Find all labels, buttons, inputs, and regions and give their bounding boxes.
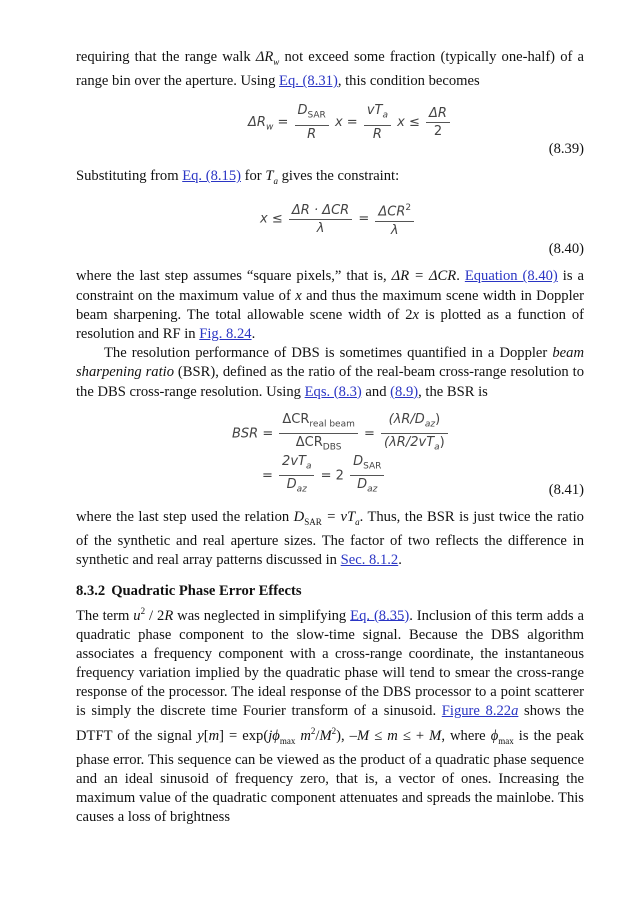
eq-sign: =	[262, 468, 273, 484]
eq-sub: a	[382, 110, 388, 121]
fraction	[426, 106, 450, 139]
eq-term: D	[286, 477, 297, 493]
fraction	[375, 201, 414, 237]
link-text-em: a	[511, 703, 519, 720]
relation: D	[293, 508, 305, 525]
text: [	[203, 727, 209, 744]
eq-sub: a	[434, 443, 440, 454]
symbol-t: T	[265, 168, 274, 185]
link-figure-8-22a[interactable]	[442, 703, 519, 719]
fraction	[364, 103, 391, 142]
eq-term: )	[439, 435, 445, 451]
subscript: a	[273, 176, 278, 187]
eq-term: x	[334, 115, 343, 131]
link-eqs-8-3[interactable]: Eqs. (8.3)	[304, 383, 362, 400]
equation-number: (8.40)	[548, 241, 584, 258]
eq-sub: real beam	[309, 419, 355, 430]
paragraph-quadratic-phase	[76, 602, 584, 828]
symbol: jϕ	[268, 727, 280, 744]
eq-sign: =	[346, 115, 358, 131]
subscript: max	[279, 735, 296, 746]
fraction	[279, 412, 357, 456]
symbol-x: x	[295, 287, 302, 304]
eq-sub: SAR	[363, 461, 382, 472]
eq-term: (λR/2vT	[384, 435, 435, 451]
eq-term: 2vT	[282, 453, 306, 469]
subscript: a	[355, 516, 360, 527]
symbol: M	[429, 727, 442, 744]
text: ≤	[369, 727, 388, 744]
eq-term: λ	[390, 222, 399, 238]
eq-term: (λR/D	[388, 411, 425, 427]
paragraph-bsr	[76, 344, 584, 402]
link-fig-8-24[interactable]: Fig. 8.24	[199, 326, 252, 343]
equation-8-41-line1	[232, 412, 450, 456]
text: / 2	[145, 607, 165, 624]
eq-term: ΔCR	[378, 204, 406, 220]
paragraph-square-pixels	[76, 267, 584, 344]
link-eq-8-31[interactable]: Eq. (8.31)	[279, 73, 338, 90]
text: where the last step used the relation	[76, 508, 294, 525]
link-equation-8-40[interactable]: Equation (8.40)	[464, 268, 558, 285]
link-eq-8-15[interactable]: Eq. (8.15)	[182, 168, 241, 185]
text: for	[241, 168, 266, 185]
link-sec-8-1-2[interactable]: Sec. 8.1.2	[340, 552, 399, 569]
symbol: ϕ	[490, 727, 499, 744]
text: ), –	[336, 727, 357, 744]
subscript: max	[498, 735, 514, 746]
superscript: 2	[331, 725, 337, 736]
eq-sign: =	[364, 426, 375, 442]
symbol-x: x	[412, 306, 420, 323]
text: .	[251, 326, 256, 343]
symbol: m	[208, 727, 220, 744]
equation-8-41	[76, 408, 584, 500]
eq-term: 2	[433, 124, 443, 140]
text: not exceed some fraction (typically one-half) of a range bin over the aperture. Using	[76, 49, 584, 90]
subscript: w	[273, 56, 280, 67]
text: .	[456, 268, 465, 285]
equation-number: (8.39)	[548, 141, 584, 158]
link-text: Figure 8.22	[441, 703, 512, 720]
eq-term: R	[307, 126, 317, 142]
text: is the peak phase error. This sequence can be viewed as the product of a quadratic phase sequence and an ideal sinusoid of frequency zero, that is, a vector of ones. Increasing the maximum value of the quadratic component attenuates and spreads the mainlobe. This causes a loss of brightness	[76, 727, 584, 826]
emphasis: beam sharpening ratio	[76, 345, 584, 381]
text: is plotted as a function of resolution and RF in	[76, 306, 584, 343]
eq-term: D	[297, 103, 308, 119]
eq-term: x	[397, 115, 405, 131]
text: The term	[76, 607, 134, 624]
section-number: 8.3.2	[76, 583, 106, 600]
text: and	[361, 383, 391, 400]
text: shows the DTFT of the signal	[76, 703, 584, 744]
paragraph-substituting	[76, 167, 584, 191]
superscript: 2	[310, 725, 316, 736]
equation-8-39-expression	[248, 103, 452, 142]
symbol-delta-r: ΔR	[255, 49, 274, 65]
eq-term: 2	[335, 468, 344, 484]
eq-term: ΔR · ΔCR	[289, 203, 352, 220]
fraction	[289, 203, 352, 236]
eq-sign: =	[262, 426, 274, 442]
paragraph-last-step	[76, 508, 584, 571]
symbol: M	[319, 727, 332, 744]
fraction	[295, 103, 329, 142]
text: and thus the maximum scene width in Doppler beam sharpening. The total allowable scene width of 2	[76, 287, 584, 323]
equation-number: (8.41)	[548, 481, 584, 498]
eq-sub: w	[265, 122, 274, 133]
text: ] = exp(	[219, 727, 269, 744]
equation-8-40	[76, 197, 584, 259]
paragraph-range-walk	[76, 48, 584, 91]
symbol: y	[197, 727, 204, 744]
symbol: M	[356, 727, 370, 744]
eq-term: D	[353, 453, 364, 469]
text: where the last step assumes “square pixels,” that is,	[76, 268, 392, 285]
eq-sign: =	[277, 115, 289, 131]
page-body	[76, 48, 584, 827]
eq-sign: =	[320, 468, 332, 484]
equation-8-39	[76, 97, 584, 159]
text: requiring that the range walk	[76, 49, 256, 65]
fraction	[279, 454, 314, 498]
text: Substituting from	[76, 168, 183, 185]
relation: = vT	[321, 508, 356, 525]
text: .	[398, 552, 402, 569]
eq-term: R	[372, 126, 382, 142]
fraction	[381, 412, 448, 456]
relation: ΔR = ΔCR	[391, 268, 457, 285]
eq-term: ΔCR	[295, 435, 323, 451]
eq-term: λ	[316, 221, 325, 237]
section-heading	[76, 582, 584, 601]
subscript: SAR	[304, 516, 322, 527]
symbol: m	[387, 727, 398, 744]
text: is a constraint on the maximum value of	[76, 268, 584, 304]
eq-sub: az	[296, 485, 307, 496]
text: . Inclusion of this term adds a quadratic phase component to the slow-time signal. Because the DBS algorithm associates a frequency component with a cross-range coordinate, the instantaneous frequency variation implied by the quadratic phase will tend to smear the cross-range response of the processor. The ideal response of the DBS processor to a point scatterer is simply the discrete time Fourier transform of a sinusoid.	[76, 607, 584, 720]
eq-term: BSR	[232, 426, 259, 442]
equation-8-40-expression	[260, 201, 416, 237]
eq-sign: ≤	[408, 115, 420, 131]
eq-term: )	[435, 411, 441, 427]
eq-sub: DBS	[322, 443, 342, 454]
fraction	[350, 454, 384, 498]
text: /	[315, 727, 320, 744]
text: gives the constraint:	[277, 168, 400, 185]
symbol: u	[133, 607, 141, 624]
text: . Thus, the BSR is just twice the ratio of the synthetic and real aperture sizes. The factor of two reflects the difference in synthetic and real array patterns discussed in	[76, 508, 584, 569]
link-eq-8-35[interactable]: Eq. (8.35)	[350, 607, 410, 624]
symbol: R	[164, 607, 174, 624]
eq-term: ΔCR	[282, 411, 310, 427]
eq-term: x	[260, 212, 268, 228]
eq-sub: az	[367, 485, 378, 496]
equation-8-41-line2	[262, 454, 386, 498]
eq-sign: =	[358, 212, 370, 228]
eq-sign: ≤	[271, 212, 283, 228]
eq-term: ΔR	[248, 115, 266, 131]
eq-sub: az	[424, 419, 436, 430]
text: , where	[441, 727, 491, 744]
text: , this condition becomes	[337, 73, 480, 90]
section-title: Quadratic Phase Error Effects	[111, 583, 302, 600]
text: was neglected in simplifying	[173, 607, 351, 624]
eq-sub: a	[305, 461, 312, 472]
text: The resolution performance of DBS is sometimes quantified in a Doppler	[104, 345, 553, 362]
superscript: 2	[140, 605, 146, 616]
text: , the BSR is	[418, 383, 488, 400]
eq-term: D	[357, 477, 368, 493]
link-eq-8-9[interactable]: (8.9)	[390, 383, 419, 400]
symbol: m	[295, 727, 311, 744]
text: ≤ +	[397, 727, 430, 744]
eq-term: vT	[366, 103, 383, 119]
eq-sup: 2	[405, 203, 412, 214]
eq-term: ΔR	[426, 106, 450, 123]
eq-sub: SAR	[307, 110, 326, 121]
text: (BSR), defined as the ratio of the real-beam cross-range resolution to the DBS cross-range resolution. Using	[76, 364, 585, 400]
